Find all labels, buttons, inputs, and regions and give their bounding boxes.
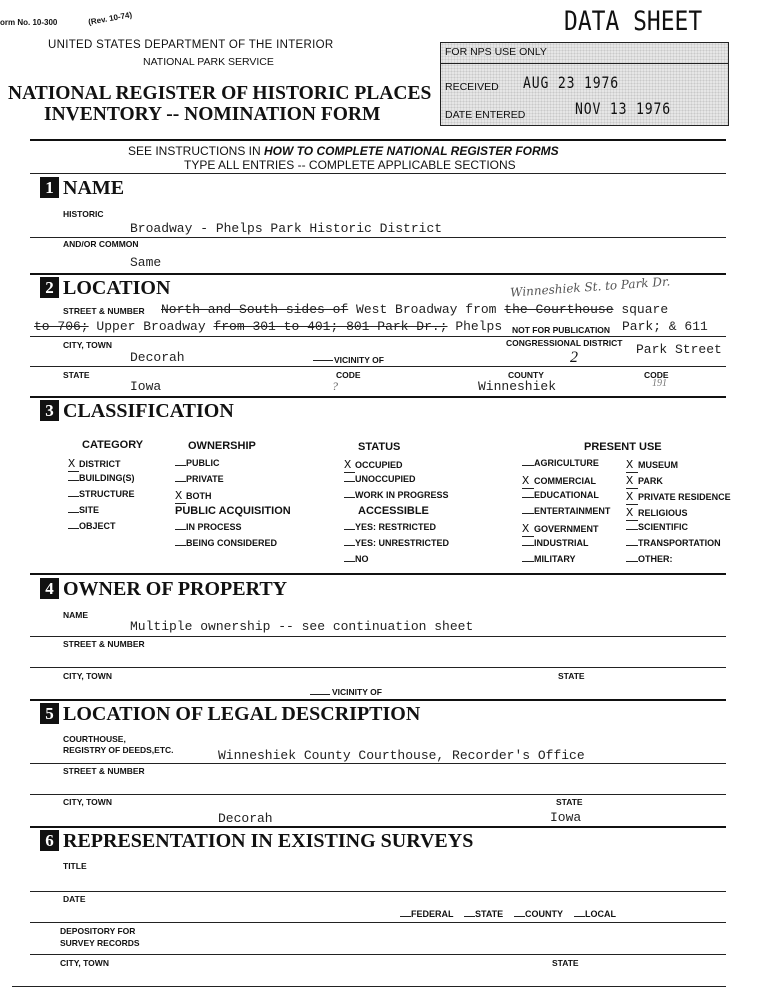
legal-city-label: CITY, TOWN <box>63 797 112 807</box>
struck-text: to 706; <box>34 319 89 334</box>
courthouse-label: COURTHOUSE, <box>63 734 126 744</box>
street-value: square <box>621 302 669 317</box>
section-4-heading <box>40 578 287 600</box>
street-value: Phelps <box>455 319 503 334</box>
section-number: 6 <box>40 830 59 851</box>
use-option-government: X GOVERNMENT <box>522 522 599 536</box>
owner-name-value: Multiple ownership -- see continuation sheet <box>130 619 474 634</box>
received-label: RECEIVED <box>445 81 499 93</box>
city-value: Decorah <box>130 350 185 365</box>
section-number: 3 <box>40 400 59 421</box>
use-option-commercial: X COMMERCIAL <box>522 474 596 488</box>
accessible-option-unrestricted: YES: UNRESTRICTED <box>344 538 449 548</box>
use-option-museum: X MUSEUM <box>626 458 678 472</box>
county-code-label: CODE <box>644 370 669 380</box>
owner-street-label: STREET & NUMBER <box>63 639 145 649</box>
legal-state-value: Iowa <box>550 810 582 825</box>
historic-name-value: Broadway - Phelps Park Historic District <box>130 221 443 236</box>
accessible-option-restricted: YES: RESTRICTED <box>344 522 436 532</box>
category-option-site: SITE <box>68 505 99 515</box>
ownership-option-both: X BOTH <box>175 489 212 503</box>
legal-state-label: STATE <box>556 797 583 807</box>
handwritten-annotation: Winneshiek St. to Park Dr. <box>509 274 671 300</box>
state-label: STATE <box>63 370 90 380</box>
survey-title-label: TITLE <box>63 861 87 871</box>
survey-city-label: CITY, TOWN <box>60 958 109 968</box>
section-6-heading <box>40 830 473 852</box>
received-stamp: AUG 23 1976 <box>523 73 619 92</box>
state-value: Iowa <box>130 379 162 394</box>
category-heading: CATEGORY <box>82 439 144 451</box>
struck-text: the Courthouse <box>504 302 614 317</box>
county-value: Winneshiek <box>478 379 557 394</box>
instructions-line1 <box>128 144 559 158</box>
city-town-label: CITY, TOWN <box>63 340 112 350</box>
status-option-work-in-progress: WORK IN PROGRESS <box>344 490 449 500</box>
depository-label: DEPOSITORY FOR <box>60 926 136 936</box>
legal-city-value: Decorah <box>218 811 273 826</box>
vicinity-of-label: VICINITY OF <box>334 355 384 365</box>
public-acquisition-heading: PUBLIC ACQUISITION <box>175 505 291 517</box>
check-mark: X <box>68 457 76 471</box>
nps-use-box <box>440 42 729 126</box>
state-code-value: ? <box>332 379 338 393</box>
section-3-heading <box>40 400 234 422</box>
historic-label: HISTORIC <box>63 209 104 219</box>
congressional-district-value: 2 <box>570 349 578 366</box>
acquisition-option-being-considered: BEING CONSIDERED <box>175 538 277 548</box>
registry-of-deeds-label: REGISTRY OF DEEDS,ETC. <box>63 745 174 755</box>
level-local: LOCAL <box>574 909 616 919</box>
legal-street-label: STREET & NUMBER <box>63 766 145 776</box>
ownership-heading: OWNERSHIP <box>188 440 256 452</box>
use-option-agriculture: AGRICULTURE <box>522 458 599 468</box>
owner-state-label: STATE <box>558 671 585 681</box>
owner-city-label: CITY, TOWN <box>63 671 112 681</box>
level-county: COUNTY <box>514 909 563 919</box>
congressional-district-label: CONGRESSIONAL DISTRICT <box>506 338 623 348</box>
survey-date-label: DATE <box>63 894 86 904</box>
department-name: UNITED STATES DEPARTMENT OF THE INTERIOR <box>48 39 334 51</box>
accessible-option-no: NO <box>344 554 369 564</box>
struck-text: North and South sides of <box>161 302 349 317</box>
date-entered-label: DATE ENTERED <box>445 109 526 121</box>
section-title: CLASSIFICATION <box>63 400 234 422</box>
section-title: REPRESENTATION IN EXISTING SURVEYS <box>63 830 474 852</box>
courthouse-value: Winneshiek County Courthouse, Recorder's Office <box>218 748 585 763</box>
instructions-prefix: SEE INSTRUCTIONS IN <box>128 144 265 158</box>
section-title: NAME <box>63 177 125 199</box>
data-sheet-heading: DATA SHEET <box>564 6 703 37</box>
status-heading: STATUS <box>358 441 401 453</box>
level-state: STATE <box>464 909 503 919</box>
date-entered-stamp: NOV 13 1976 <box>575 99 671 118</box>
use-option-religious: X RELIGIOUS <box>626 506 688 520</box>
service-name: NATIONAL PARK SERVICE <box>143 56 274 68</box>
section-number: 1 <box>40 177 59 198</box>
nps-box-label: FOR NPS USE ONLY <box>445 46 547 58</box>
street-value: West Broadway from <box>356 302 497 317</box>
struck-text: from 301 to 401; 801 Park Dr.; <box>213 319 448 334</box>
street-value: Upper Broadway <box>96 319 206 334</box>
owner-name-label: NAME <box>63 610 89 620</box>
use-option-educational: EDUCATIONAL <box>522 490 599 500</box>
county-label: COUNTY <box>508 370 544 380</box>
category-option-district: X DISTRICT <box>68 457 121 471</box>
street-line1 <box>161 302 668 317</box>
use-option-industrial: INDUSTRIAL <box>522 538 589 548</box>
county-code-value: 191 <box>652 378 667 389</box>
use-option-scientific: SCIENTIFIC <box>626 522 688 532</box>
accessible-heading: ACCESSIBLE <box>358 505 429 517</box>
status-option-unoccupied: UNOCCUPIED <box>344 474 416 484</box>
use-option-other: OTHER: <box>626 554 673 564</box>
form-title-line1: NATIONAL REGISTER OF HISTORIC PLACES <box>8 83 432 104</box>
section-title: OWNER OF PROPERTY <box>63 578 288 600</box>
use-option-transportation: TRANSPORTATION <box>626 538 721 548</box>
section-number: 4 <box>40 578 59 599</box>
present-use-heading: PRESENT USE <box>584 441 662 453</box>
section-1-heading <box>40 177 124 199</box>
form-revision: (Rev. 10-74) <box>87 10 133 27</box>
use-option-private-residence: X PRIVATE RESIDENCE <box>626 490 731 504</box>
form-title-line2: INVENTORY -- NOMINATION FORM <box>44 104 381 125</box>
section-number: 2 <box>40 277 59 298</box>
not-for-publication-label: NOT FOR PUBLICATION <box>512 325 611 335</box>
use-option-military: MILITARY <box>522 554 576 564</box>
section-5-heading <box>40 703 420 725</box>
section-2-heading <box>40 277 170 299</box>
section-title: LOCATION OF LEGAL DESCRIPTION <box>63 703 421 725</box>
survey-records-label: SURVEY RECORDS <box>60 938 140 948</box>
street-value-continued: Park; & 611 <box>622 319 708 334</box>
andor-common-value: Same <box>130 255 162 270</box>
street-number-label: STREET & NUMBER <box>63 306 145 316</box>
level-federal: FEDERAL <box>400 909 454 919</box>
survey-state-label: STATE <box>552 958 579 968</box>
code-label: CODE <box>336 370 361 380</box>
andor-common-label: AND/OR COMMON <box>63 239 139 249</box>
status-option-occupied: X OCCUPIED <box>344 458 403 472</box>
use-option-park: X PARK <box>626 474 663 488</box>
category-option-object: OBJECT <box>68 521 116 531</box>
instructions-line2: TYPE ALL ENTRIES -- COMPLETE APPLICABLE SECTIONS <box>184 158 516 172</box>
use-option-entertainment: ENTERTAINMENT <box>522 506 610 516</box>
ownership-option-public: PUBLIC <box>175 458 220 468</box>
category-option-buildings: BUILDING(S) <box>68 473 135 483</box>
category-option-structure: STRUCTURE <box>68 489 135 499</box>
section-title: LOCATION <box>63 277 171 299</box>
street-line2 <box>34 319 502 334</box>
ownership-option-private: PRIVATE <box>175 474 224 484</box>
form-number: orm No. 10-300 <box>0 18 58 27</box>
acquisition-option-in-process: IN PROCESS <box>175 522 242 532</box>
instructions-title: HOW TO COMPLETE NATIONAL REGISTER FORMS <box>264 144 559 158</box>
street-value-line3: Park Street <box>636 342 722 357</box>
owner-vicinity-label: VICINITY OF <box>332 687 382 697</box>
section-number: 5 <box>40 703 59 724</box>
